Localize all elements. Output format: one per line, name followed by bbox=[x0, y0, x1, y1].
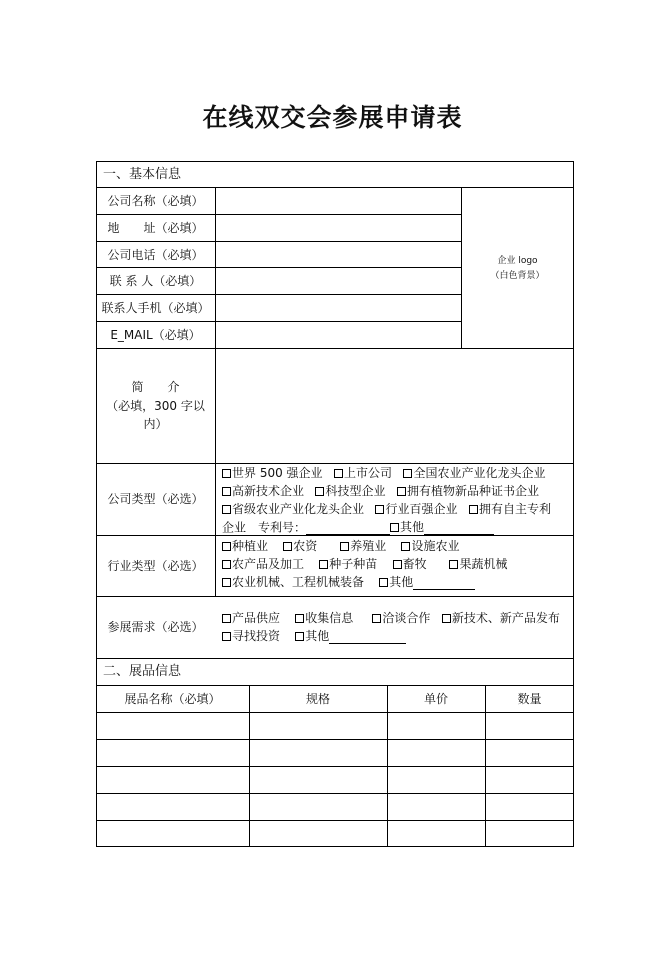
page-title: 在线双交会参展申请表 bbox=[202, 103, 463, 132]
company-type-option[interactable]: 省级农业产业化龙头企业 bbox=[222, 502, 364, 516]
industry-type-other-field[interactable] bbox=[413, 577, 475, 590]
company-type-option[interactable]: 全国农业产业化龙头企业 bbox=[403, 466, 545, 480]
section-basic-info-heading: 一、基本信息 bbox=[103, 167, 182, 182]
column-header-product-name: 展品名称（必填） bbox=[124, 692, 221, 706]
exhibit-needs-other-field[interactable] bbox=[329, 631, 406, 644]
checkbox-icon bbox=[315, 487, 324, 496]
logo-label: 企业 logo bbox=[497, 256, 538, 266]
exhibit-needs-option[interactable]: 收集信息 bbox=[295, 611, 353, 625]
checkbox-icon bbox=[397, 487, 406, 496]
industry-type-option[interactable]: 养殖业 bbox=[340, 539, 386, 553]
column-header-quantity: 数量 bbox=[517, 692, 542, 706]
patent-number-label: 企业 专利号： bbox=[222, 520, 307, 535]
company-type-option[interactable]: 世界 500 强企业 bbox=[222, 466, 323, 480]
checkbox-icon bbox=[222, 505, 231, 514]
address-label: 地 址（必填） bbox=[107, 221, 204, 235]
company-type-option[interactable]: 高新技术企业 bbox=[222, 484, 304, 498]
industry-type-option[interactable]: 设施农业 bbox=[401, 539, 459, 553]
exhibit-needs-other-option[interactable]: 其他 bbox=[295, 629, 329, 643]
checkbox-icon bbox=[375, 505, 384, 514]
column-header-unit-price: 单价 bbox=[423, 692, 448, 706]
exhibit-needs-line-1 bbox=[222, 611, 560, 626]
checkbox-icon bbox=[449, 560, 458, 569]
column-header-spec: 规格 bbox=[305, 692, 330, 706]
checkbox-icon bbox=[390, 523, 399, 532]
intro-requirement-end: 内） bbox=[143, 417, 168, 431]
exhibit-needs-label: 参展需求（必选） bbox=[107, 620, 204, 634]
industry-type-option[interactable]: 果蔬机械 bbox=[449, 557, 507, 571]
company-type-line-1 bbox=[222, 466, 545, 481]
industry-type-option[interactable]: 畜牧 bbox=[393, 557, 427, 571]
company-type-option[interactable]: 拥有植物新品种证书企业 bbox=[397, 484, 539, 498]
checkbox-icon bbox=[340, 542, 349, 551]
checkbox-icon bbox=[222, 578, 231, 587]
exhibit-needs-option[interactable]: 寻找投资 bbox=[222, 629, 280, 643]
company-type-option[interactable]: 科技型企业 bbox=[315, 484, 385, 498]
company-type-line-3 bbox=[222, 502, 551, 517]
email-label: E_MAIL（必填） bbox=[110, 328, 201, 342]
checkbox-icon bbox=[283, 542, 292, 551]
checkbox-icon bbox=[393, 560, 402, 569]
contact-mobile-label: 联系人手机（必填） bbox=[101, 301, 210, 315]
exhibit-needs-option[interactable]: 洽谈合作 bbox=[372, 611, 430, 625]
industry-type-line-3 bbox=[222, 575, 475, 590]
exhibit-needs-option[interactable]: 产品供应 bbox=[222, 611, 280, 625]
industry-type-option[interactable]: 农资 bbox=[283, 539, 317, 553]
checkbox-icon bbox=[222, 560, 231, 569]
company-type-line-4 bbox=[222, 520, 494, 535]
checkbox-icon bbox=[222, 487, 231, 496]
company-phone-label: 公司电话（必填） bbox=[107, 248, 204, 262]
checkbox-icon bbox=[222, 469, 231, 478]
contact-person-label: 联 系 人（必填） bbox=[109, 274, 202, 288]
exhibit-needs-line-2 bbox=[222, 629, 406, 644]
intro-label: 简 介 bbox=[131, 380, 180, 394]
checkbox-icon bbox=[401, 542, 410, 551]
checkbox-icon bbox=[222, 614, 231, 623]
checkbox-icon bbox=[379, 578, 388, 587]
company-type-other-field[interactable] bbox=[424, 522, 494, 535]
checkbox-icon bbox=[442, 614, 451, 623]
industry-type-option[interactable]: 农产品及加工 bbox=[222, 557, 304, 571]
industry-type-option[interactable]: 种植业 bbox=[222, 539, 268, 553]
intro-textarea[interactable] bbox=[217, 350, 572, 462]
checkbox-icon bbox=[372, 614, 381, 623]
checkbox-icon bbox=[403, 469, 412, 478]
checkbox-icon bbox=[295, 614, 304, 623]
checkbox-icon bbox=[319, 560, 328, 569]
checkbox-icon bbox=[222, 632, 231, 641]
logo-note: （白色背景） bbox=[490, 271, 545, 281]
checkbox-icon bbox=[295, 632, 304, 641]
exhibit-needs-option[interactable]: 新技术、新产品发布 bbox=[442, 611, 560, 625]
checkbox-icon bbox=[469, 505, 478, 514]
industry-type-other-option[interactable]: 其他 bbox=[379, 575, 413, 589]
company-type-line-2 bbox=[222, 484, 539, 499]
industry-type-option[interactable]: 农业机械、工程机械装备 bbox=[222, 575, 364, 589]
application-form bbox=[96, 161, 574, 847]
company-type-label: 公司类型（必选） bbox=[107, 492, 204, 506]
logo-upload-area[interactable] bbox=[462, 188, 573, 348]
section-exhibit-info-heading: 二、展品信息 bbox=[103, 664, 182, 679]
checkbox-icon bbox=[334, 469, 343, 478]
company-type-option[interactable]: 拥有自主专利 bbox=[469, 502, 551, 516]
checkbox-icon bbox=[222, 542, 231, 551]
industry-type-line-2 bbox=[222, 557, 507, 572]
industry-type-option[interactable]: 种子种苗 bbox=[319, 557, 377, 571]
patent-number-field[interactable] bbox=[306, 522, 390, 535]
company-name-label: 公司名称（必填） bbox=[107, 194, 204, 208]
company-type-other-option[interactable]: 其他 bbox=[390, 520, 424, 534]
company-type-option[interactable]: 行业百强企业 bbox=[375, 502, 457, 516]
intro-requirement: （必填，300 字以 bbox=[106, 399, 205, 413]
industry-type-label: 行业类型（必选） bbox=[107, 559, 204, 573]
industry-type-line-1 bbox=[222, 539, 459, 554]
company-type-option[interactable]: 上市公司 bbox=[334, 466, 392, 480]
